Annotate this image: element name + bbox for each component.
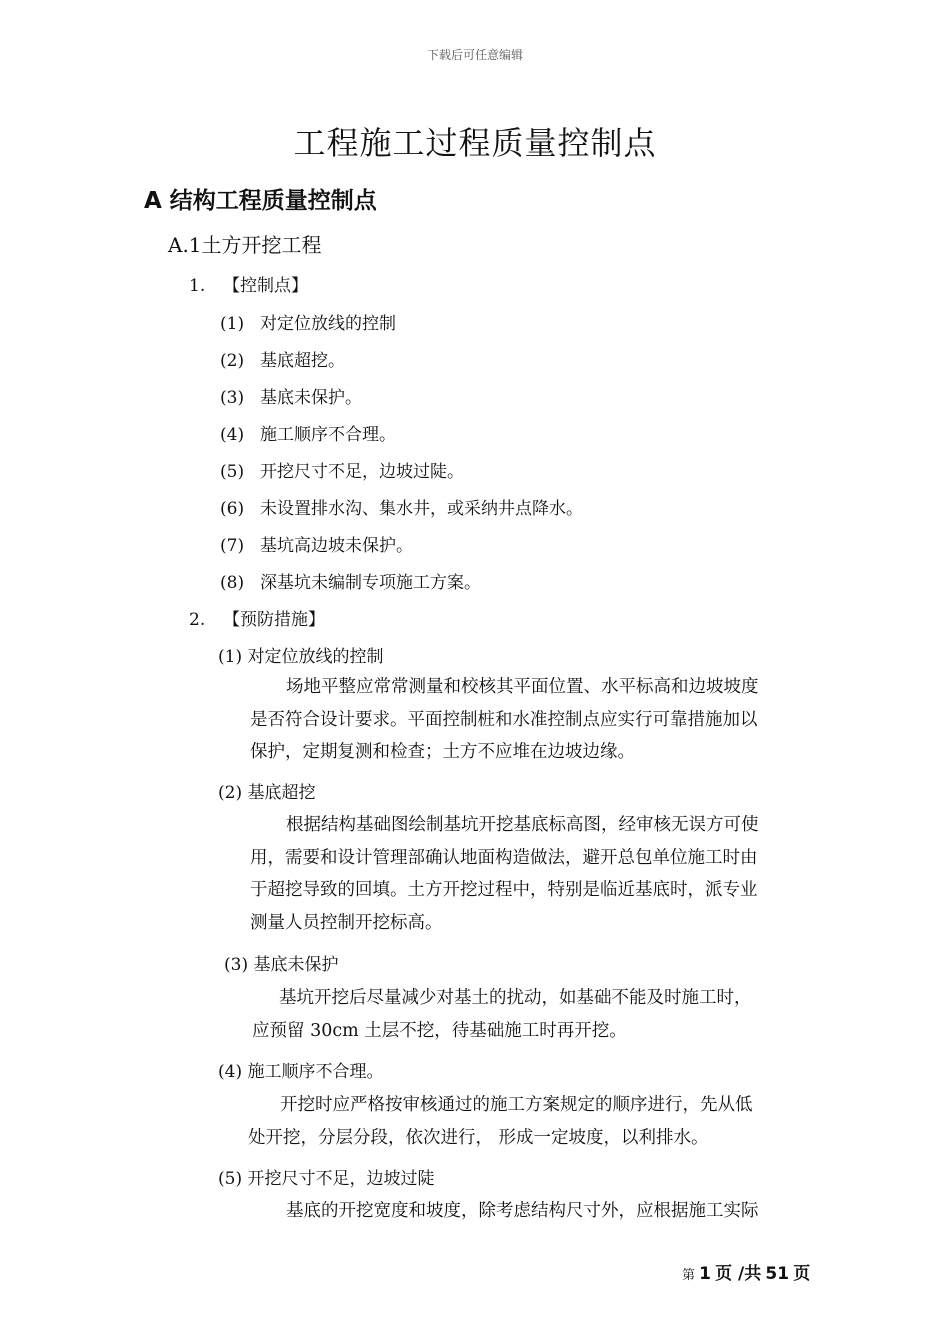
paragraph-line: 应预留 30cm 土层不挖，待基础施工时再开挖。 bbox=[252, 1020, 627, 1041]
paragraph bbox=[250, 1195, 759, 1228]
list-item-text: 对定位放线的控制 bbox=[260, 314, 396, 334]
list-item-text: 深基坑未编制专项施工方案。 bbox=[260, 573, 481, 593]
page-header-note: 下载后可任意编辑 bbox=[426, 48, 523, 62]
control-points-heading-num: 1. bbox=[189, 276, 206, 296]
list-item bbox=[220, 531, 413, 556]
prevention-subheading: (4) 施工顺序不合理。 bbox=[218, 1062, 384, 1082]
list-item-text: 施工顺序不合理。 bbox=[260, 425, 396, 445]
paragraph bbox=[252, 982, 752, 1047]
paragraph-line: 场地平整应常常测量和校核其平面位置、水平标高和边坡坡度 bbox=[286, 677, 759, 697]
paragraph bbox=[248, 1089, 753, 1154]
prevention-subheading: (3) 基底未保护 bbox=[224, 955, 339, 975]
prevention-heading bbox=[189, 605, 325, 630]
list-item-text: 开挖尺寸不足，边坡过陡。 bbox=[260, 462, 464, 482]
footer-page-number: 1 bbox=[699, 1264, 711, 1284]
list-item-num: (7) bbox=[220, 536, 245, 556]
list-item bbox=[220, 309, 396, 334]
list-item bbox=[220, 383, 362, 408]
footer-suffix: 页 bbox=[793, 1264, 811, 1284]
list-item-text: 基底超挖。 bbox=[260, 351, 345, 371]
section-heading: A 结构工程质量控制点 bbox=[144, 188, 377, 214]
control-points-heading-text: 【控制点】 bbox=[223, 276, 308, 296]
paragraph-line: 保护，定期复测和检查；土方不应堆在边坡边缘。 bbox=[250, 742, 635, 762]
prevention-subheading: (1) 对定位放线的控制 bbox=[218, 647, 384, 667]
page-footer bbox=[682, 1259, 810, 1284]
list-item-num: (8) bbox=[220, 573, 245, 593]
list-item-text: 未设置排水沟、集水井，或采纳井点降水。 bbox=[260, 499, 583, 519]
list-item-text: 基底未保护。 bbox=[260, 388, 362, 408]
list-item-text: 基坑高边坡未保护。 bbox=[260, 536, 413, 556]
list-item bbox=[220, 457, 464, 482]
paragraph-line: 基底的开挖宽度和坡度，除考虑结构尺寸外，应根据施工实际 bbox=[286, 1201, 759, 1221]
paragraph-line: 测量人员控制开挖标高。 bbox=[250, 912, 443, 933]
paragraph-line: 是否符合设计要求。平面控制桩和水准控制点应实行可靠措施加以 bbox=[250, 709, 758, 730]
list-item bbox=[220, 494, 583, 519]
control-points-heading bbox=[189, 271, 308, 296]
paragraph bbox=[250, 809, 759, 939]
subsection-heading: A.1土方开挖工程 bbox=[168, 233, 322, 257]
list-item-num: (2) bbox=[220, 351, 245, 371]
list-item-num: (4) bbox=[220, 425, 245, 445]
paragraph-line: 于超挖导致的回填。土方开挖过程中，特别是临近基底时，派专业 bbox=[250, 880, 758, 900]
paragraph-line: 开挖时应严格按审核通过的施工方案规定的顺序进行，先从低 bbox=[280, 1095, 753, 1115]
paragraph-line: 基坑开挖后尽量减少对基土的扰动，如基础不能及时施工时， bbox=[279, 988, 752, 1008]
prevention-heading-num: 2. bbox=[189, 610, 206, 630]
list-item-num: (6) bbox=[220, 499, 245, 519]
paragraph-line: 根据结构基础图绘制基坑开挖基底标高图，经审核无误方可使 bbox=[286, 815, 759, 835]
list-item-num: (3) bbox=[220, 388, 245, 408]
paragraph bbox=[250, 671, 759, 769]
prevention-heading-text: 【预防措施】 bbox=[223, 610, 325, 630]
document-title: 工程施工过程质量控制点 bbox=[293, 124, 657, 162]
paragraph-line: 处开挖，分层分段，依次进行， 形成一定坡度，以利排水。 bbox=[248, 1127, 709, 1148]
list-item bbox=[220, 568, 481, 593]
prevention-subheading: (2) 基底超挖 bbox=[218, 783, 316, 803]
footer-prefix: 第 bbox=[682, 1268, 696, 1283]
list-item-num: (5) bbox=[220, 462, 245, 482]
paragraph-line: 用，需要和设计管理部确认地面构造做法，避开总包单位施工时由 bbox=[250, 847, 758, 868]
list-item bbox=[220, 346, 345, 371]
footer-total-pages: 51 bbox=[765, 1264, 790, 1284]
list-item bbox=[220, 420, 396, 445]
prevention-subheading: (5) 开挖尺寸不足，边坡过陡 bbox=[218, 1169, 435, 1189]
list-item-num: (1) bbox=[220, 314, 245, 334]
footer-mid: 页 /共 bbox=[715, 1264, 762, 1284]
